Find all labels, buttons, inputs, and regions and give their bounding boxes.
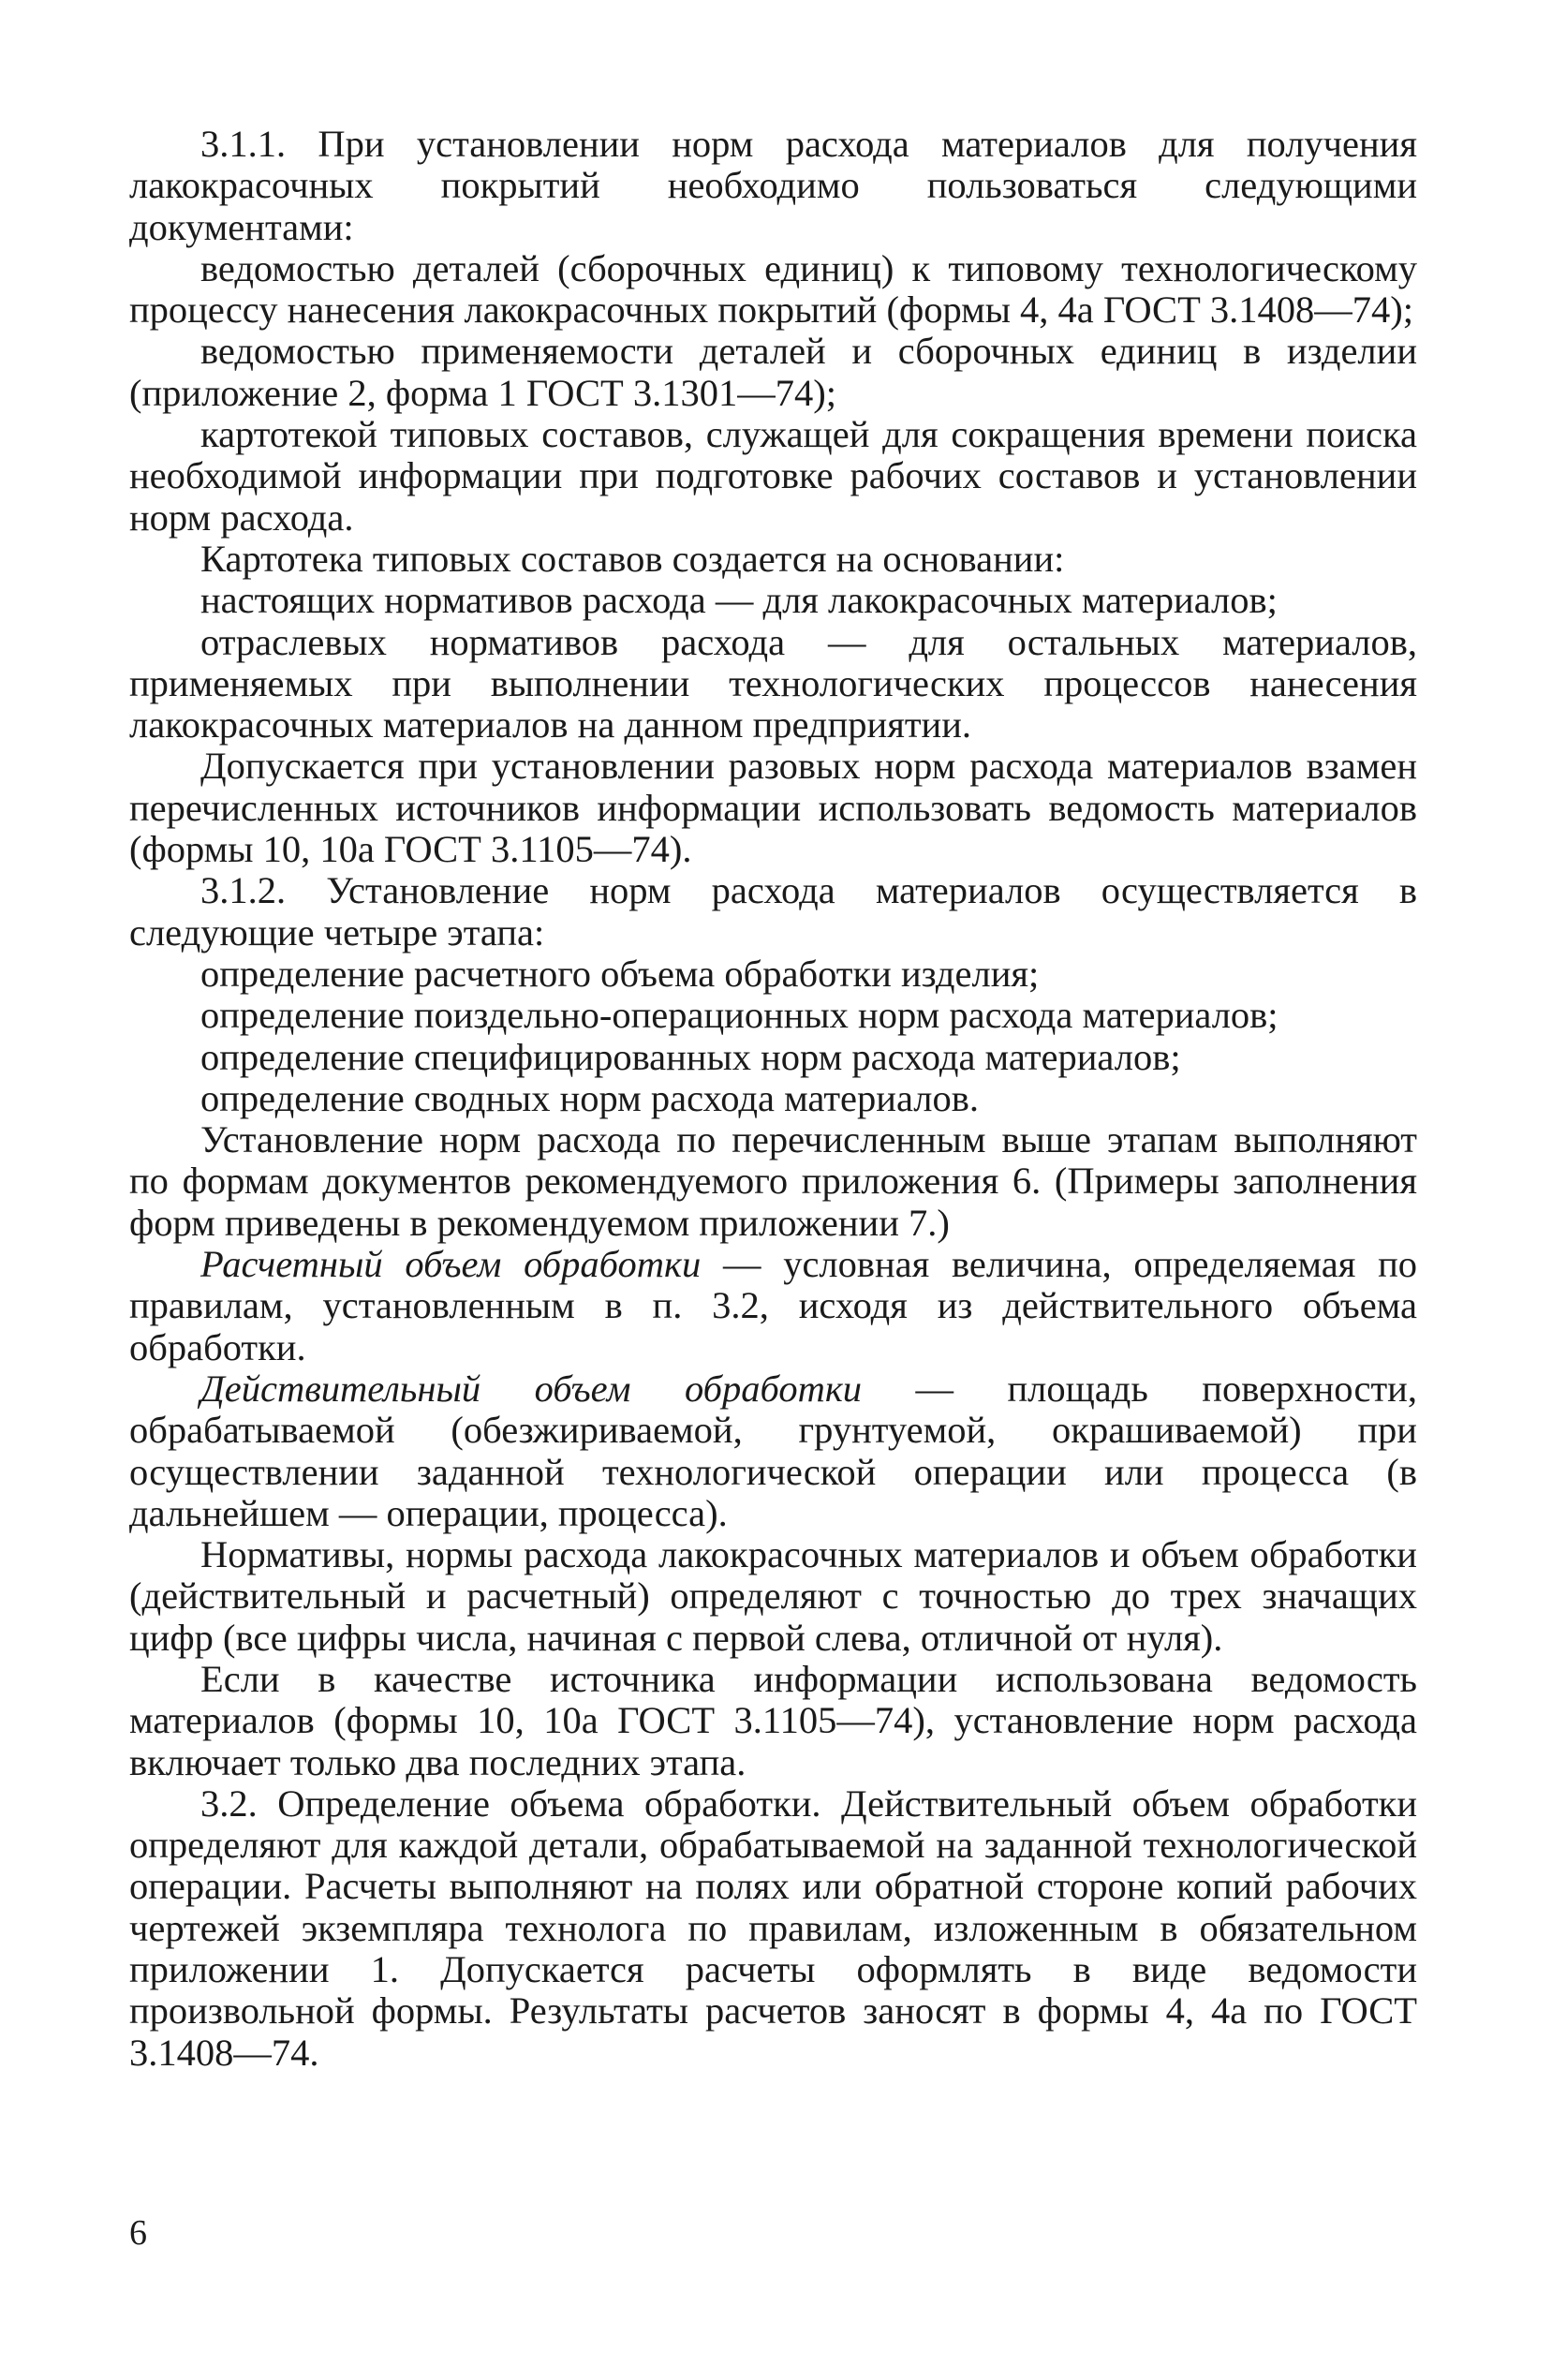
definition-paragraph <box>129 1244 1417 1368</box>
paragraph-text: Если в качестве источника информации использована ведомость материалов (формы 10, 10а ГОСТ 3.1105—74), установление норм расхода включает только два последних этапа. <box>129 1657 1417 1783</box>
paragraph-list-item <box>129 248 1417 332</box>
paragraph-text: определение расчетного объема обработки изделия; <box>200 952 1040 995</box>
paragraph-list-item <box>129 622 1417 747</box>
paragraph <box>129 539 1417 580</box>
paragraph-text: Картотека типовых составов создается на основании: <box>200 537 1065 580</box>
defined-term: Расчетный объем обработки <box>200 1243 702 1286</box>
paragraph-text: настоящих нормативов расхода — для лакокрасочных материалов; <box>200 579 1278 622</box>
paragraph-list-item <box>129 331 1417 414</box>
paragraph-text: Установление норм расхода по перечисленным выше этапам выполняют по формам документов рекомендуемого приложения 6. (Примеры заполнения форм приведены в рекомендуемом приложении 7.) <box>129 1118 1417 1244</box>
paragraph-text: ведомостью применяемости деталей и сборочных единиц в изделии (приложение 2, форма 1 ГОСТ 3.1301—74); <box>129 330 1417 414</box>
paragraph-text: 3.2. Определение объема обработки. Действительный объем обработки определяют для каждой детали, обрабатываемой на заданной технологической операции. Расчеты выполняют на полях или обратной стороне копий рабочих чертежей экземпляра технолога по правилам, изложенным в обязательном приложении 1. Допускается расчеты оформлять в виде ведомости произвольной формы. Результаты расчетов заносят в формы 4, 4а по ГОСТ 3.1408—74. <box>129 1781 1417 2074</box>
paragraph <box>129 1534 1417 1659</box>
paragraph-text: 3.1.1. При установлении норм расхода материалов для получения лакокрасочных покрытий необходимо пользоваться следующими документами: <box>129 123 1417 248</box>
paragraph-text: определение специфицированных норм расхода материалов; <box>200 1035 1181 1078</box>
paragraph-text: отраслевых нормативов расхода — для остальных материалов, применяемых при выполнении технологических процессов нанесения лакокрасочных материалов на данном предприятии. <box>129 620 1417 747</box>
paragraph-text: Допускается при установлении разовых норм расхода материалов взамен перечисленных источников информации использовать ведомость материалов (формы 10, 10а ГОСТ 3.1105—74). <box>129 745 1417 871</box>
paragraph <box>129 1659 1417 1783</box>
paragraph-text: определение сводных норм расхода материалов. <box>200 1076 980 1119</box>
paragraph-3-1-1 <box>129 124 1417 248</box>
defined-term: Действительный объем обработки <box>200 1367 863 1410</box>
page-number: 6 <box>129 2213 147 2253</box>
paragraph-text: ведомостью деталей (сборочных единиц) к типовому технологическому процессу нанесения лакокрасочных покрытий (формы 4, 4а ГОСТ 3.1408—74); <box>129 246 1417 332</box>
paragraph-list-item <box>129 1037 1417 1078</box>
paragraph-list-item <box>129 995 1417 1036</box>
paragraph <box>129 1119 1417 1244</box>
definition-text: — условная величина, определяемая по правилам, установленным в п. 3.2, исходя из действительного объема обработки. <box>129 1243 1417 1368</box>
paragraph-list-item <box>129 414 1417 539</box>
body-text <box>129 124 1417 2074</box>
paragraph-3-1-2 <box>129 870 1417 953</box>
paragraph-text: картотекой типовых составов, служащей для сокращения времени поиска необходимой информации при подготовке рабочих составов и установлении норм расхода. <box>129 413 1417 539</box>
paragraph-list-item <box>129 1078 1417 1119</box>
paragraph <box>129 746 1417 870</box>
paragraph-3-2 <box>129 1783 1417 2074</box>
paragraph-text: определение поиздельно-операционных норм расхода материалов; <box>200 994 1279 1037</box>
paragraph-text: 3.1.2. Установление норм расхода материалов осуществляется в следующие четыре этапа: <box>129 869 1417 953</box>
definition-paragraph <box>129 1368 1417 1534</box>
definition-text: — площадь поверхности, обрабатываемой (обезжириваемой, грунтуемой, окрашиваемой) при осуществлении заданной технологической операции или процесса (в дальнейшем — операции, процесса). <box>129 1367 1417 1534</box>
paragraph-list-item <box>129 580 1417 621</box>
paragraph-text: Нормативы, нормы расхода лакокрасочных материалов и объем обработки (действительный и расчетный) определяют с точностью до трех значащих цифр (все цифры числа, начиная с первой слева, отличной от нуля). <box>129 1533 1417 1659</box>
paragraph-list-item <box>129 953 1417 995</box>
